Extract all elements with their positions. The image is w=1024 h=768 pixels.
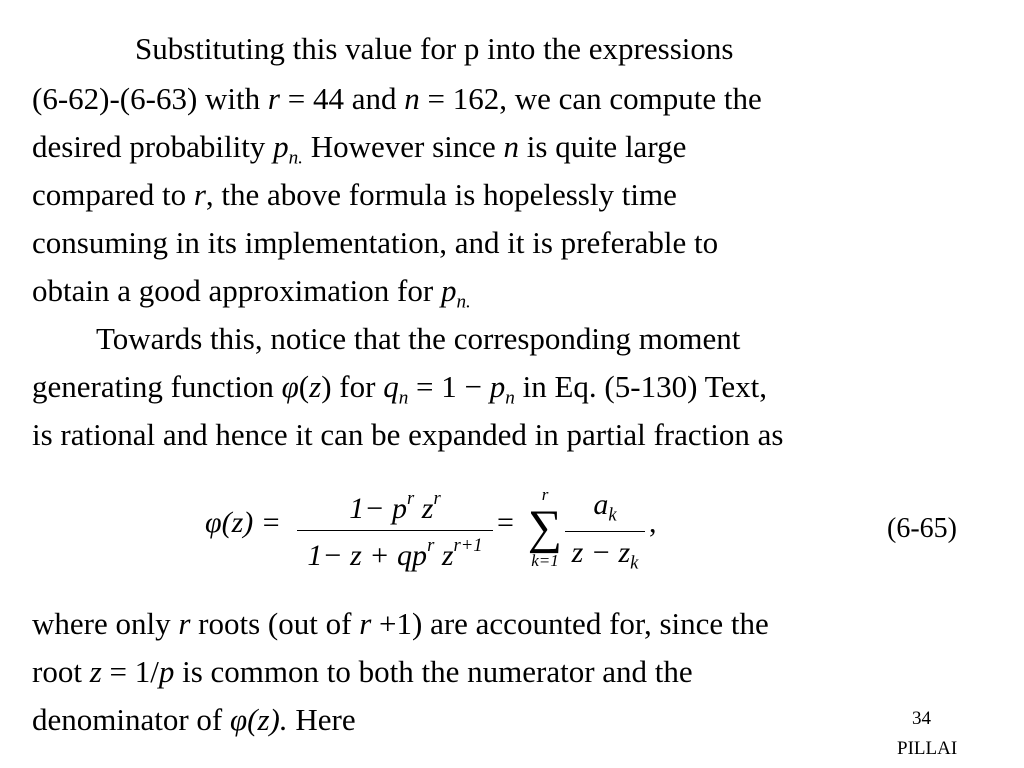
para1-l3-text2: However since [302,129,504,164]
fraction-2-denominator [565,536,645,575]
para1-line4 [32,178,677,212]
fraction-2-bar [565,531,645,532]
equation-6-65 [205,485,685,573]
sub-n: n. [456,291,471,313]
para3-line3 [32,703,356,737]
den1-exp-r: r [427,534,435,556]
sum-lower-limit: k=1 [531,551,559,570]
para3-l1-text3: +1) are accounted for, since the [371,606,769,641]
para1-l6-text: obtain a good approximation for [32,273,441,308]
para2-l2-text2: for [331,369,384,404]
var-p: p [158,654,175,689]
para1-line3 [32,130,686,176]
para1-l5-text: consuming in its implementation, and it is preferable to [32,225,719,260]
para2-line1 [96,322,740,356]
den1-text: 1− z + qp [307,538,428,572]
summation [525,486,565,570]
equation-lhs: φ(z) = [205,506,281,539]
sub-n: n. [288,147,303,169]
fraction-1-numerator [297,488,493,526]
fraction-2-numerator [565,488,645,527]
paren-open: ( [298,369,310,404]
fraction-1 [297,488,493,573]
para2-line2 [32,370,767,416]
sub-n: n [505,387,515,409]
paren-close: ) [321,369,332,404]
para1-l3-text: desired probability [32,129,274,164]
para1-line6 [32,274,471,320]
para1-l3-text3: is quite large [519,129,687,164]
var-r: r [359,606,372,641]
var-q: q [383,369,399,404]
num1-exp-r2: r [433,488,441,509]
para1-l1-text: Substituting this value for p into the expressions [135,31,734,66]
equation-number: (6-65) [887,513,957,544]
para1-l2-text: (6-62)-(6-63) with [32,81,268,116]
fraction-1-denominator [297,535,493,573]
num1-z: z [414,491,434,525]
den1-exp-r1: r+1 [453,534,483,556]
para3-l3-text2: Here [287,702,356,737]
para3-l1-text: where only [32,606,179,641]
var-phi: φ [281,369,299,404]
fraction-2 [565,488,645,574]
var-r: r [267,81,280,116]
para1-l4-text2: , the above formula is hopelessly time [205,177,677,212]
para3-l3-text: denominator of [32,702,231,737]
var-p: p [489,369,506,404]
num1-text: 1− p [349,491,408,525]
para1-line1 [135,32,733,66]
equals-one-minus: = 1 − [408,369,490,404]
num2-a: a [593,488,609,521]
equals-sign: = [497,506,514,539]
var-phi-z: φ(z). [230,702,288,737]
var-p: p [440,273,457,308]
var-n: n [404,81,420,116]
var-z: z [89,654,102,689]
page-number: 34 [912,708,931,729]
para3-l2-text: root [32,654,90,689]
num2-sub-k: k [608,504,617,526]
var-p: p [273,129,289,164]
para1-l2-text3: = 162, we can compute the [419,81,762,116]
var-r: r [178,606,191,641]
para2-l3-text: is rational and hence it can be expanded in partial fraction as [32,417,784,452]
sub-n: n [398,387,409,409]
para3-l2-text2: is common to both the numerator and the [174,654,693,689]
para1-line2 [32,82,762,116]
para1-line5 [32,226,718,260]
den1-z: z [434,538,454,572]
var-r: r [193,177,206,212]
sigma-symbol: ∑ [527,501,563,554]
fraction-1-bar [297,530,493,531]
para3-l2-eq: = 1/ [101,654,159,689]
para3-l1-text2: roots (out of [190,606,360,641]
para2-line3 [32,418,783,452]
den2-sub-k: k [630,552,639,573]
equation-comma: , [649,506,657,539]
num1-exp-r: r [407,488,415,509]
para1-l2-text2: = 44 and [279,81,405,116]
para3-line2 [32,655,693,689]
para2-l1-text: Towards this, notice that the corresponding moment [96,321,741,356]
para3-line1 [32,607,769,641]
para2-l2-text3: in Eq. (5-130) Text, [514,369,767,404]
var-n: n [503,129,520,164]
para2-l2-text: generating function [32,369,282,404]
var-z: z [309,369,322,404]
den2-text: z − z [571,535,631,569]
sum-upper-limit: r [541,485,549,504]
para1-l4-text: compared to [32,177,194,212]
author-label: PILLAI [897,738,958,759]
